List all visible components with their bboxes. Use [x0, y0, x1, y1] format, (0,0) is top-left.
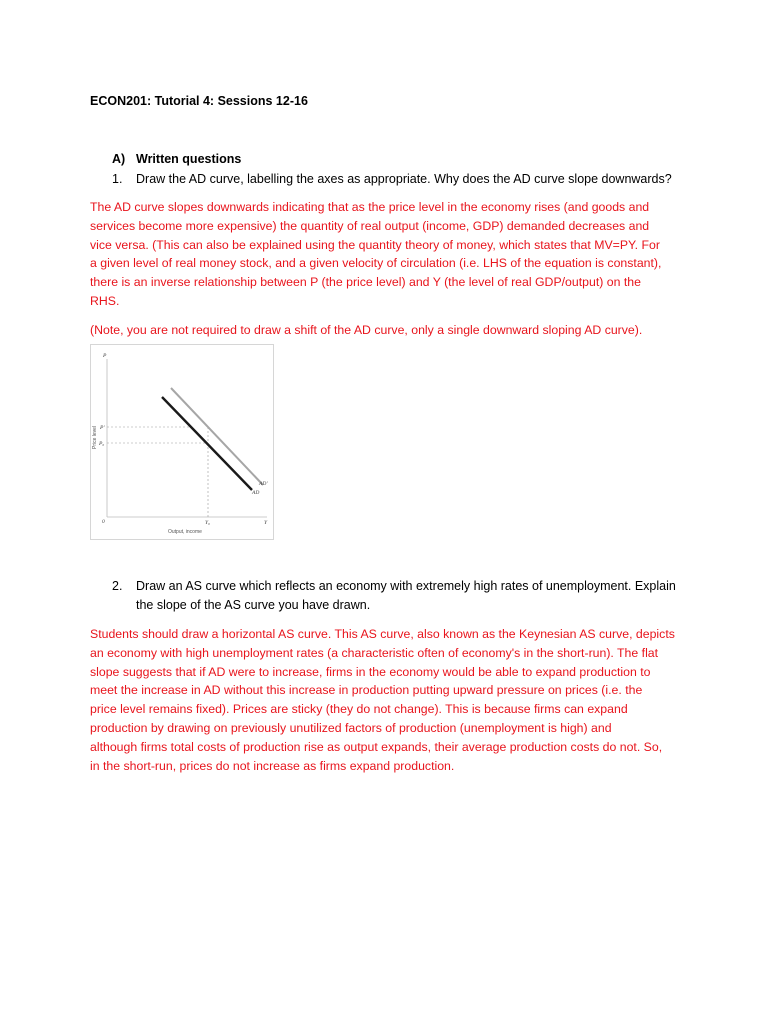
ad-curve-graph [90, 344, 274, 540]
question-2 [112, 577, 682, 615]
section-heading [112, 152, 241, 166]
answer-1-line: services become more expensive) the quantity of real output (income, GDP) demanded decreases and [90, 218, 650, 233]
ad-curve [162, 397, 252, 490]
section-marker: A) [112, 152, 126, 166]
x-axis-label: Output, income [168, 529, 202, 535]
answer-1-note: (Note, you are not required to draw a shift of the AD curve, only a single downward sloping AD curve). [90, 323, 643, 337]
ad-prime-label: AD' [259, 481, 268, 487]
p0-label: P₀ [99, 441, 105, 447]
answer-2-line: in the short-run, prices do not increase as firms expand production. [90, 758, 455, 773]
section-heading-text: Written questions [136, 152, 242, 166]
answer-2-line: meet the increase in AD without this increase in production putting upward pressure on prices (i.e. the [90, 683, 643, 698]
y-axis-symbol: P [103, 353, 107, 359]
answer-2-line: slope suggests that if AD were to increase, firms in the economy would be able to expand production to [90, 664, 651, 679]
answer-2-line: an economy with high unemployment rates (a characteristic often of economy's in the short-run). The flat [90, 645, 659, 660]
x-axis-symbol: Y [264, 520, 268, 526]
ad-curve-svg [91, 345, 273, 539]
answer-1-line: RHS. [90, 293, 120, 308]
ad-label: AD [252, 490, 260, 496]
question-1-text: Draw the AD curve, labelling the axes as appropriate. Why does the AD curve slope downwards? [136, 172, 672, 186]
y-axis-label: Price level [92, 425, 98, 449]
answer-1 [90, 198, 678, 311]
question-1 [112, 170, 682, 189]
answer-1-line: a given level of real money stock, and a given velocity of circulation (i.e. LHS of the equation is constant), [90, 256, 662, 271]
answer-2-line: price level remains fixed). Prices are sticky (they do not change). This is because firms can expand [90, 702, 628, 717]
answer-1-line: The AD curve slopes downwards indicating that as the price level in the economy rises (and goods and [90, 200, 650, 214]
answer-2-line: Students should draw a horizontal AS curve. This AS curve, also known as the Keynesian AS curve, depicts [90, 627, 675, 641]
question-1-number: 1. [112, 172, 123, 186]
document-title: ECON201: Tutorial 4: Sessions 12-16 [90, 94, 308, 108]
question-2-text-line: Draw an AS curve which reflects an economy with extremely high rates of unemployment. Explain [136, 579, 676, 593]
p1-label: P' [100, 425, 105, 431]
answer-2-line: although firms total costs of production rise as output expands, their average production costs do not. So, [90, 739, 663, 754]
ad-prime-curve [171, 388, 263, 485]
origin-label: 0 [102, 519, 105, 525]
y0-label: Y₀ [205, 520, 210, 526]
question-2-number: 2. [112, 579, 123, 593]
answer-2-line: production by drawing on previously unutilized factors of production (unemployment is high) and [90, 720, 612, 735]
answer-1-line: there is an inverse relationship between P (the price level) and Y (the level of real GDP/output) on the [90, 275, 641, 290]
answer-2 [90, 625, 678, 775]
question-2-text-line: the slope of the AS curve you have drawn. [136, 598, 371, 612]
answer-1-line: vice versa. (This can also be explained using the quantity theory of money, which states that MV=PY. For [90, 237, 660, 252]
